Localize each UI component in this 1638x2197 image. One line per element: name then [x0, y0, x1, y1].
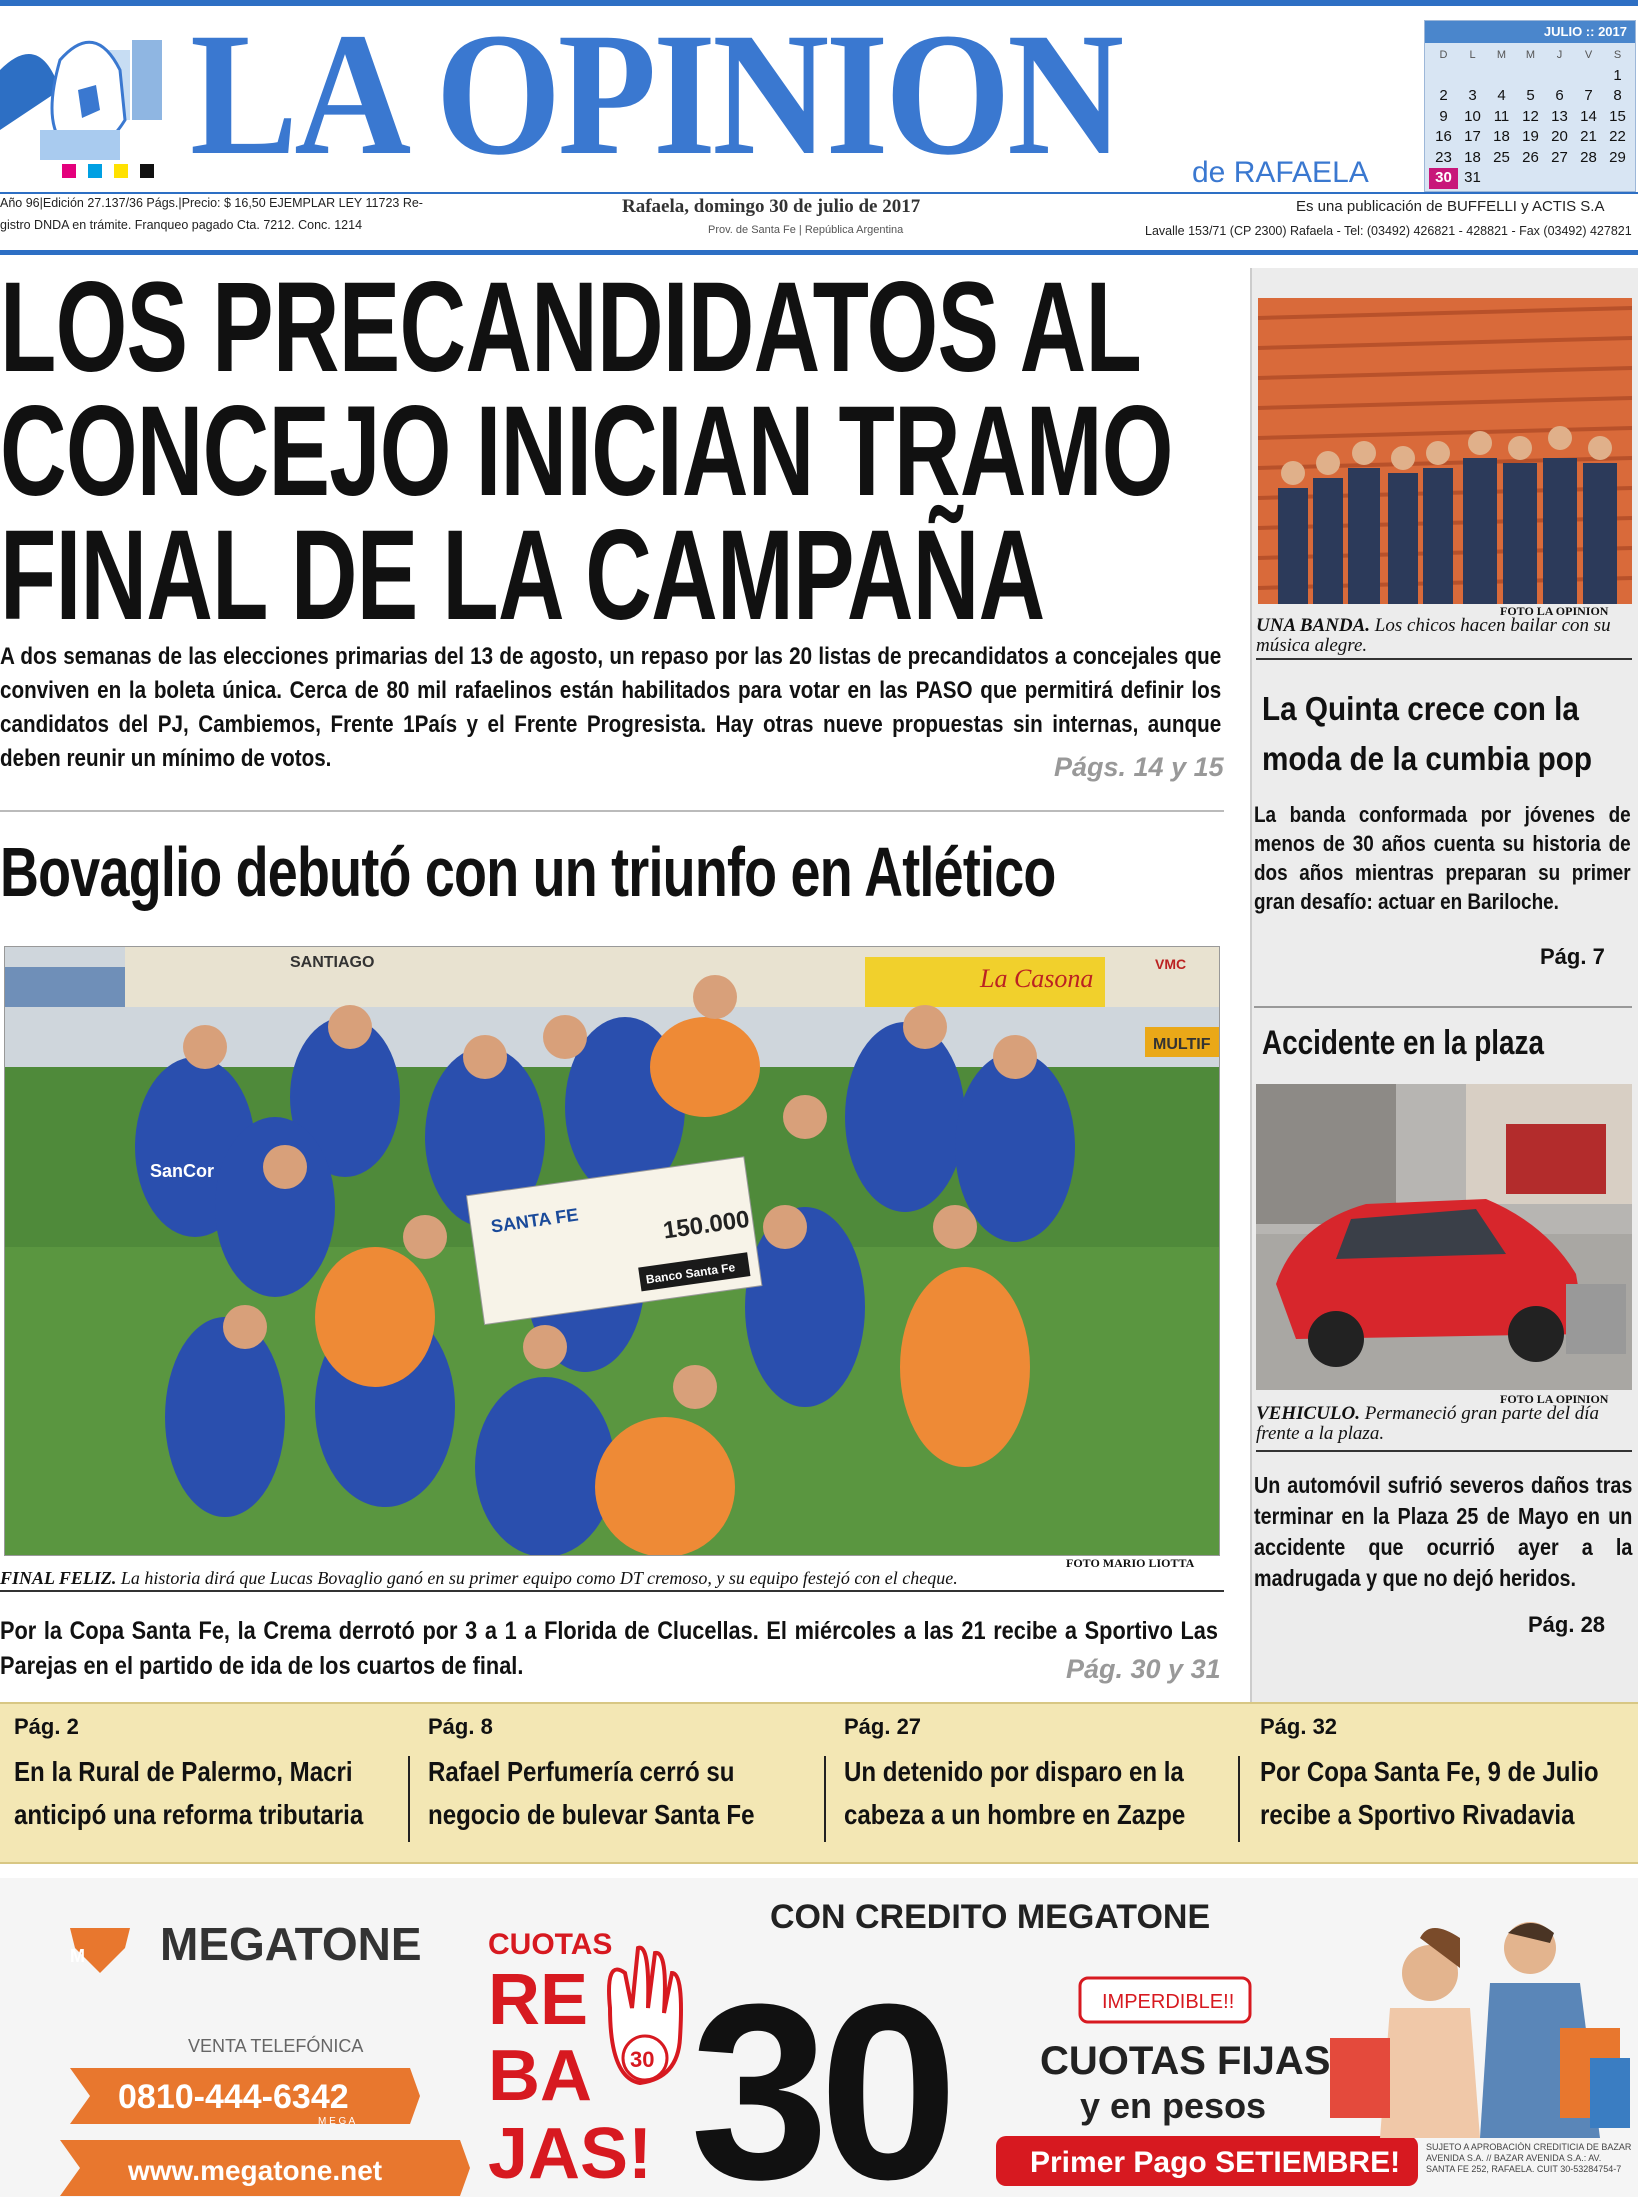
ad-rebajas-1: RE	[488, 1960, 589, 2040]
calendar-dow: L	[1469, 49, 1476, 61]
teaser-strip	[0, 1702, 1638, 1864]
ad-top-line: CON CREDITO MEGATONE	[770, 1898, 1211, 1936]
calendar-day: 21	[1580, 128, 1597, 145]
jersey-sancor: SanCor	[150, 1161, 215, 1181]
color-swatch-cyan	[88, 164, 102, 178]
check-bank: Banco Santa Fe	[644, 1260, 737, 1287]
sidebar-rule	[1254, 1006, 1632, 1008]
calendar-day: 18	[1464, 148, 1481, 166]
ad-legal: SUJETO A APROBACIÓN CREDITICIA DE BAZAR AVENIDA S.A. // BAZAR AVENIDA S.A.: AV. SANTA FE 252, RAFAELA. CUIT 30-53284754-7	[1426, 2142, 1632, 2174]
teaser-item[interactable]	[0, 1704, 410, 1862]
calendar-day	[1429, 66, 1458, 87]
section-rule	[0, 810, 1224, 812]
accident-text: Un automóvil sufrió severos daños tras terminar en la Plaza 25 de Mayo en un accidente que ocurrió ayer a la madrugada y que no dejó heridos.	[1254, 1472, 1633, 1591]
calendar-day: 26	[1522, 148, 1539, 166]
calendar-day: 11	[1493, 107, 1510, 125]
ad-phone: 0810-444-6342	[118, 2078, 349, 2116]
sport-text: Por la Copa Santa Fe, la Crema derrotó por 3 a 1 a Florida de Clucellas. El miércoles a las 21 recibe a Sportivo Las Parejas en el partido de ida de los cuartos de final.	[0, 1617, 1218, 1680]
teaser-headline-line1: Un detenido por disparo en la	[844, 1756, 1184, 1787]
lead-page-ref[interactable]: Págs. 14 y 15	[1054, 752, 1224, 782]
teaser-page: Pág. 27	[844, 1714, 922, 1739]
main-photo-caption	[0, 1568, 1224, 1589]
car-photo-caption	[1256, 1404, 1636, 1444]
color-swatch-yellow	[114, 164, 128, 178]
teaser-headline-line2: anticipó una reforma tributaria	[14, 1799, 364, 1830]
publisher-line: Es una publicación de BUFFELLI y ACTIS S.A	[1296, 198, 1605, 215]
caption-text: La historia dirá que Lucas Bovaglio ganó en su primer equipo como DT cremoso, y su equipo festejó con el cheque.	[116, 1568, 958, 1588]
teaser-headline-line1: Rafael Perfumería cerró su	[428, 1756, 735, 1787]
calendar-dow: J	[1556, 49, 1563, 61]
address-line: Lavalle 153/71 (CP 2300) Rafaela - Tel: (03492) 426821 - 428821 - Fax (03492) 427821	[1145, 224, 1632, 238]
calendar-day: 16	[1435, 128, 1452, 145]
calendar-day: 4	[1497, 87, 1506, 104]
calendar-day: 1	[1613, 66, 1622, 84]
calendar	[1424, 20, 1636, 192]
car-caption-lead: VEHICULO.	[1256, 1403, 1360, 1424]
main-lead	[0, 640, 1224, 776]
calendar-day: 3	[1468, 87, 1477, 104]
teaser-headline-line2: cabeza a un hombre en Zazpe	[844, 1799, 1186, 1830]
teaser-page: Pág. 32	[1260, 1714, 1338, 1739]
photo-sign-multif: MULTIF	[1153, 1036, 1211, 1053]
main-headline	[0, 256, 1220, 647]
calendar-dow: M	[1525, 49, 1536, 61]
ad-brand: MEGATONE	[160, 1918, 422, 1970]
calendar-day: 2	[1439, 87, 1448, 104]
team-celebration-photo	[4, 946, 1220, 1556]
photo-sign-vmc: VMC	[1155, 956, 1187, 972]
calendar-day: 7	[1584, 87, 1593, 104]
header-rule	[0, 250, 1638, 255]
check-santafe: SANTA FE	[489, 1204, 580, 1237]
calendar-dow: S	[1613, 49, 1622, 61]
ad-rebajas-3: JAS!	[488, 2114, 653, 2194]
calendar-header: JULIO :: 2017	[1425, 21, 1635, 43]
teaser-divider	[824, 1756, 826, 1842]
photo-sign-santiago: SANTIAGO	[290, 954, 375, 971]
calendar-dow: D	[1439, 49, 1448, 61]
headline-line: LOS PRECANDIDATOS AL	[0, 256, 1142, 399]
ad-primer-pago: Primer Pago SETIEMBRE!	[1030, 2146, 1401, 2179]
calendar-day: 6	[1555, 87, 1564, 104]
calendar-day	[1487, 66, 1516, 87]
calendar-day: 8	[1613, 87, 1622, 104]
issue-place: Prov. de Santa Fe | República Argentina	[708, 224, 904, 236]
calendar-day: 29	[1609, 148, 1626, 166]
calendar-day: 25	[1493, 148, 1510, 166]
main-photo-credit: FOTO MARIO LIOTTA	[1066, 1556, 1195, 1570]
caption-lead: FINAL FELIZ.	[0, 1568, 117, 1588]
headline-line: FINAL DE LA CAMPAÑA	[0, 504, 1045, 647]
calendar-day	[1458, 66, 1487, 87]
logo-mark	[0, 10, 200, 186]
teaser-item[interactable]	[830, 1704, 1240, 1862]
calendar-day: 10	[1464, 107, 1481, 125]
ad-web[interactable]: www.megatone.net	[128, 2155, 383, 2186]
accident-story-text	[1254, 1470, 1632, 1594]
masthead-title: LA OPINION	[190, 0, 1121, 192]
accident-headline: Accidente en la plaza	[1262, 1024, 1545, 1062]
sport-story-text	[0, 1614, 1224, 1684]
masthead-subtitle: de RAFAELA	[1192, 156, 1369, 189]
band-caption-lead: UNA BANDA.	[1256, 615, 1371, 636]
band-photo	[1258, 298, 1632, 604]
calendar-day	[1574, 66, 1603, 87]
calendar-day: 30	[1429, 168, 1458, 189]
teaser-item[interactable]	[414, 1704, 824, 1862]
calendar-day: 27	[1551, 148, 1568, 166]
band-photo-caption	[1256, 616, 1636, 656]
calendar-day: 5	[1526, 87, 1535, 104]
accident-page-ref[interactable]: Pág. 28	[1528, 1612, 1606, 1637]
photo-sign-lacasona: La Casona	[980, 964, 1094, 993]
ad-cuotas: CUOTAS	[488, 1928, 613, 1961]
ad-big-number: 30	[690, 1952, 949, 2197]
teaser-headline-line1: En la Rural de Palermo, Macri	[14, 1756, 353, 1787]
calendar-day: 19	[1522, 128, 1539, 145]
band-headline	[1262, 684, 1634, 784]
svg-text:M: M	[70, 1946, 85, 1966]
calendar-day	[1516, 66, 1545, 87]
teaser-headline-line1: Por Copa Santa Fe, 9 de Julio	[1260, 1756, 1599, 1787]
band-caption-text: Los chicos hacen bailar con su música alegre.	[1256, 615, 1611, 656]
ad-imperdible: IMPERDIBLE!!	[1102, 1991, 1235, 2013]
calendar-day: 14	[1580, 107, 1597, 125]
teaser-divider	[408, 1756, 410, 1842]
car-caption-text: Permaneció gran parte del día frente a la plaza.	[1256, 1403, 1600, 1444]
calendar-dow: M	[1496, 49, 1507, 61]
caption-rule	[0, 1590, 1224, 1592]
band-caption-rule	[1256, 658, 1632, 660]
band-photo-credit: FOTO LA OPINION	[1500, 604, 1609, 618]
headline-line: CONCEJO INICIAN TRAMO	[0, 380, 1173, 523]
calendar-day: 18	[1493, 128, 1510, 145]
teaser-headline-line2: recibe a Sportivo Rivadavia	[1260, 1799, 1575, 1830]
calendar-grid	[1429, 45, 1633, 189]
teaser-divider	[1238, 1756, 1240, 1842]
teaser-headline-line2: negocio de bulevar Santa Fe	[428, 1799, 755, 1830]
ad-tel-label: VENTA TELEFÓNICA	[188, 2036, 364, 2056]
megatone-ad[interactable]	[0, 1878, 1638, 2197]
ad-phone-sub: M E G A	[318, 2116, 356, 2127]
calendar-day: 17	[1464, 128, 1481, 145]
calendar-dow: V	[1584, 49, 1593, 61]
color-swatch-magenta	[62, 164, 76, 178]
calendar-day: 20	[1551, 128, 1568, 145]
car-caption-rule	[1256, 1450, 1632, 1452]
band-story-text	[1254, 800, 1632, 916]
calendar-day: 23	[1435, 148, 1452, 166]
calendar-day: 28	[1580, 148, 1597, 166]
teaser-page: Pág. 2	[14, 1714, 79, 1739]
calendar-day	[1545, 66, 1574, 87]
calendar-day: 22	[1609, 128, 1626, 145]
ad-fijas: CUOTAS FIJAS	[1040, 2039, 1331, 2083]
calendar-day: 13	[1551, 107, 1568, 125]
sport-headline: Bovaglio debutó con un triunfo en Atlético	[0, 833, 1056, 911]
calendar-day: 9	[1439, 107, 1448, 125]
ad-rebajas-2: BA	[488, 2036, 592, 2116]
color-swatch-black	[140, 164, 154, 178]
edition-info-line2: gistro DNDA en trámite. Franqueo pagado Cta. 7212. Conc. 1214	[0, 218, 363, 232]
calendar-day: 15	[1609, 107, 1626, 125]
lead-text: A dos semanas de las elecciones primarias del 13 de agosto, un repaso por las 20 listas de precandidatos a concejales que conviven en la boleta única. Cerca de 80 mil rafaelinos están habilitados para votar en las PASO que permitirá definir los candidatos del PJ, Cambiemos, Frente 1País y el Frente Progresista. Hay otras nueve propuestas sin internas, aunque deben reunir un mínimo de votos.	[0, 643, 1222, 772]
band-page-ref[interactable]: Pág. 7	[1540, 944, 1605, 969]
car-photo	[1256, 1084, 1632, 1390]
band-text: La banda conformada por jóvenes de menos de 30 años cuenta su historia de dos años mientras preparan su primer gran desafío: actuar en Bariloche.	[1254, 802, 1631, 914]
edition-info-line1: Año 96|Edición 27.137/36 Págs.|Precio: $ 16,50 EJEMPLAR LEY 11723 Re-	[0, 196, 423, 210]
calendar-day: 31	[1464, 169, 1481, 186]
teaser-page: Pág. 8	[428, 1714, 493, 1739]
car-photo-credit: FOTO LA OPINION	[1500, 1392, 1609, 1406]
check-amount: 150.000	[661, 1205, 752, 1245]
hand-number: 30	[630, 2047, 655, 2072]
teaser-item[interactable]	[1246, 1704, 1636, 1862]
masthead-rule	[0, 192, 1638, 194]
calendar-day: 12	[1522, 107, 1539, 125]
issue-date: Rafaela, domingo 30 de julio de 2017	[622, 196, 921, 217]
ad-pesos: y en pesos	[1080, 2085, 1267, 2126]
sport-page-ref[interactable]: Pág. 30 y 31	[1066, 1654, 1221, 1684]
band-headline-text: La Quinta crece con la moda de la cumbia pop	[1262, 690, 1593, 777]
